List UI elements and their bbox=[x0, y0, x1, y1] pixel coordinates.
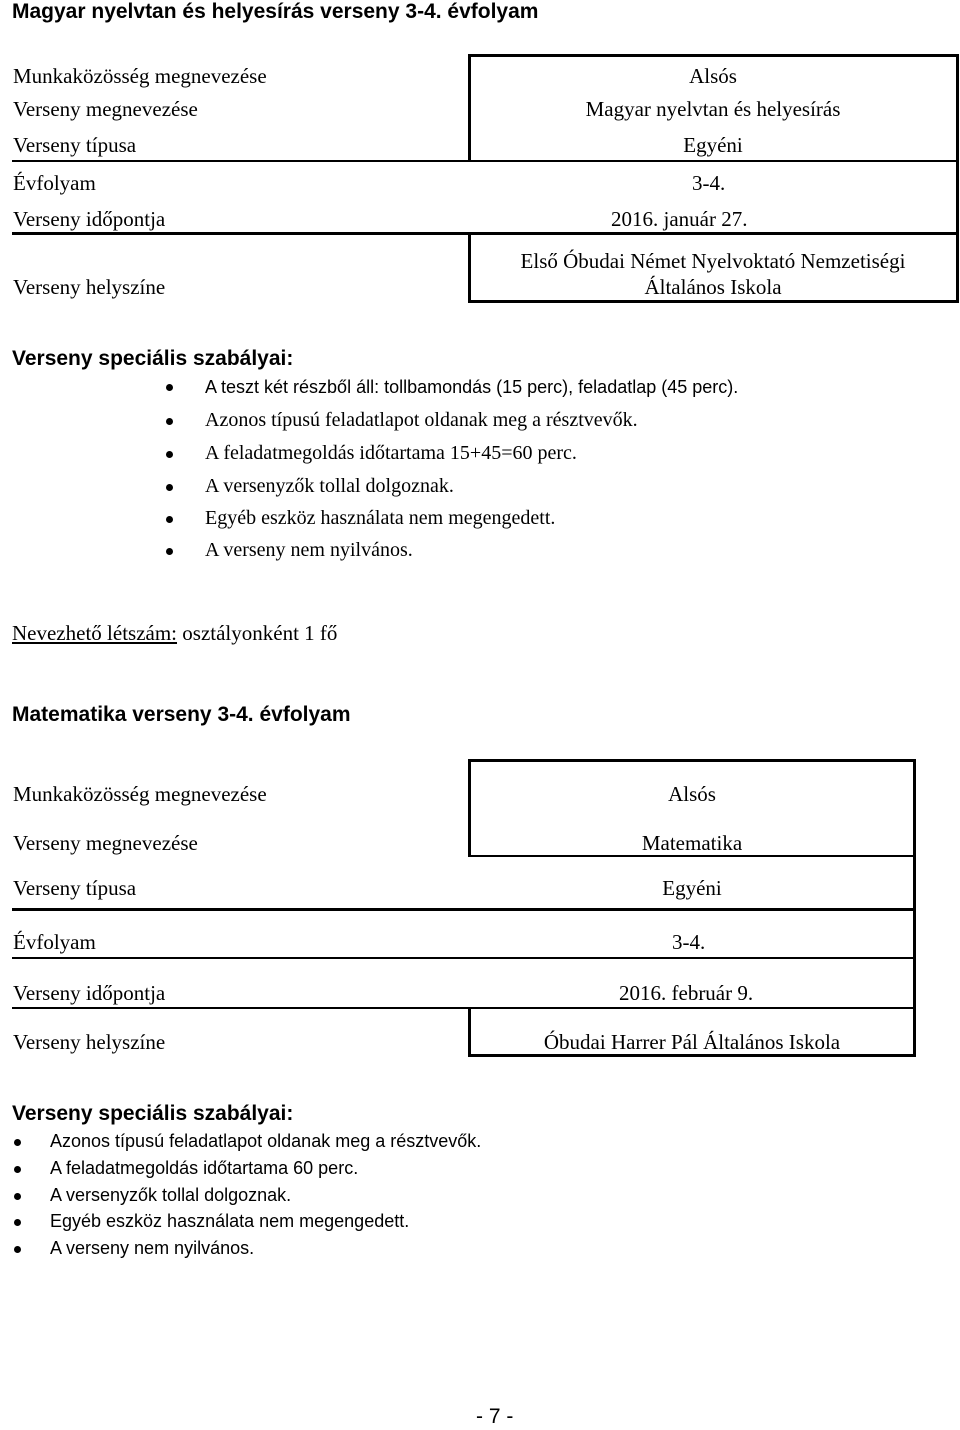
list-item: Egyéb eszköz használata nem megengedett. bbox=[50, 1211, 410, 1231]
row-value: Egyéni bbox=[683, 133, 743, 157]
bullet-icon bbox=[166, 384, 173, 391]
list-item: A verseny nem nyilvános. bbox=[50, 1238, 255, 1258]
list-item: Azonos típusú feladatlapot oldanak meg a résztvevők. bbox=[50, 1131, 482, 1151]
row-label: Évfolyam bbox=[13, 171, 96, 195]
rules-heading: Verseny speciális szabályai: bbox=[12, 347, 294, 370]
entry-count bbox=[12, 621, 337, 646]
table2-divider bbox=[12, 908, 916, 911]
entry-count-value: osztályonként 1 fő bbox=[177, 621, 338, 645]
bullet-icon bbox=[14, 1219, 21, 1226]
row-label: Verseny időpontja bbox=[13, 981, 166, 1005]
list-item: A versenyzők tollal dolgoznak. bbox=[205, 475, 454, 497]
row-label: Verseny helyszíne bbox=[13, 1030, 166, 1054]
row-value: Magyar nyelvtan és helyesírás bbox=[585, 97, 841, 121]
row-label: Verseny időpontja bbox=[13, 207, 166, 231]
row-label: Munkaközösség megnevezése bbox=[13, 64, 267, 88]
table1-border-bottom bbox=[468, 300, 959, 303]
list-item: A versenyzők tollal dolgoznak. bbox=[50, 1185, 292, 1205]
row-label: Verseny megnevezése bbox=[13, 97, 198, 121]
row-label: Verseny megnevezése bbox=[13, 831, 198, 855]
row-value: Első Óbudai Német Nyelvoktató Nemzetiségi bbox=[520, 249, 906, 273]
row-label: Verseny típusa bbox=[13, 876, 137, 900]
row-value: Óbudai Harrer Pál Általános Iskola bbox=[543, 1030, 841, 1054]
row-value: 2016. január 27. bbox=[611, 207, 748, 231]
bullet-icon bbox=[14, 1246, 21, 1253]
list-item: A feladatmegoldás időtartama 60 perc. bbox=[50, 1158, 359, 1178]
table2-border-top bbox=[468, 759, 916, 762]
bullet-icon bbox=[14, 1139, 21, 1146]
bullet-icon bbox=[166, 516, 173, 523]
table1-divider bbox=[12, 160, 959, 162]
list-item: A verseny nem nyilvános. bbox=[205, 539, 413, 561]
table1-border-left bbox=[468, 54, 471, 161]
row-label: Verseny típusa bbox=[13, 133, 137, 157]
bullet-icon bbox=[166, 451, 173, 458]
row-value: 2016. február 9. bbox=[619, 981, 754, 1005]
row-label: Verseny helyszíne bbox=[13, 275, 166, 299]
row-value: Matematika bbox=[641, 831, 743, 855]
list-item: A teszt két részből áll: tollbamondás (15 perc), feladatlap (45 perc). bbox=[205, 377, 739, 397]
bullet-icon bbox=[166, 548, 173, 555]
table1-border-left bbox=[468, 232, 471, 303]
bullet-icon bbox=[14, 1166, 21, 1173]
list-item: A feladatmegoldás időtartama 15+45=60 perc. bbox=[205, 442, 577, 464]
table2-divider bbox=[12, 1007, 916, 1009]
table2-border-left bbox=[468, 1007, 471, 1057]
table2-border-left bbox=[468, 759, 471, 857]
row-value: Általános Iskola bbox=[644, 275, 782, 299]
row-value: 3-4. bbox=[692, 171, 726, 195]
section2-title: Matematika verseny 3-4. évfolyam bbox=[12, 703, 351, 726]
list-item: Egyéb eszköz használata nem megengedett. bbox=[205, 507, 556, 529]
row-value: Alsós bbox=[668, 782, 716, 806]
table1-border-top bbox=[468, 54, 959, 57]
section1-title: Magyar nyelvtan és helyesírás verseny 3-4. évfolyam bbox=[12, 0, 539, 23]
table2-divider bbox=[12, 957, 916, 959]
row-value: Egyéni bbox=[662, 876, 722, 900]
page-number: - 7 - bbox=[476, 1405, 514, 1428]
bullet-icon bbox=[166, 484, 173, 491]
row-value: 3-4. bbox=[672, 930, 706, 954]
rules-heading: Verseny speciális szabályai: bbox=[12, 1102, 294, 1125]
bullet-icon bbox=[14, 1193, 21, 1200]
row-value: Alsós bbox=[689, 64, 737, 88]
bullet-icon bbox=[166, 418, 173, 425]
row-label: Évfolyam bbox=[13, 930, 96, 954]
list-item: Azonos típusú feladatlapot oldanak meg a résztvevők. bbox=[205, 409, 638, 431]
table1-divider bbox=[12, 232, 959, 235]
row-label: Munkaközösség megnevezése bbox=[13, 782, 267, 806]
table1-border-right bbox=[956, 54, 959, 303]
entry-count-label: Nevezhető létszám: bbox=[12, 621, 178, 645]
